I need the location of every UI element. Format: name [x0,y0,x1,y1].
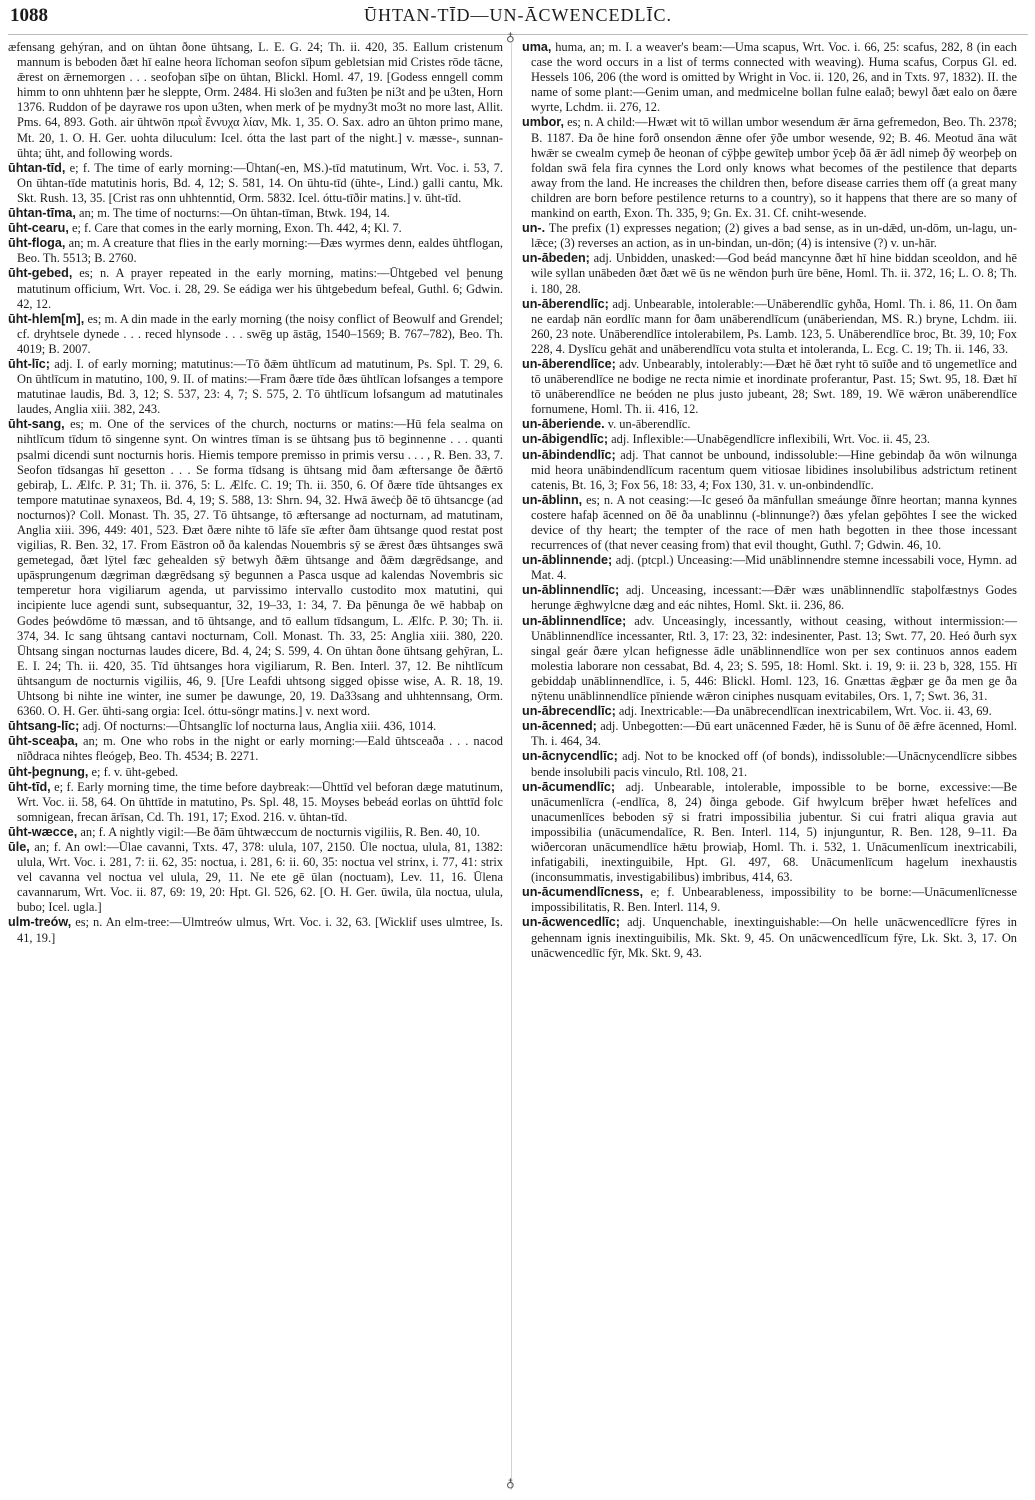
dictionary-entry [8,417,503,719]
dictionary-entry [522,115,1017,221]
entry-definition: adj. Unbearable, intolerable, impossible to be borne, excessive:—Be unācumenlīcra (-endlīca, 8, 24) ðinga gebode. Gif hwylcum brēþer hwæt hefelīces and unacumenlīces beboden sȳ si fratri impossibilia jubentur. Si cui fratri aliqua gravia aut impossibilia (unācumendalīce, R. Ben. Interl. 114, 5) injunguntur, R. Ben. 128, 9–11. Ða wiðercoran unācumendlīce hǣtu þrowiaþ, Homl. Th. i. 532, 1. Unācumenlīcum inextricabili, infatigabili, inextinguibile, Hpt. Gl. 497, 68. Unācumenlīcum hagelum inexhaustis (inconsummatis, investigabilibus) imbribus, 414, 63. [531,779,1017,885]
entry-headword: un-ācwencedlīc; [522,915,620,930]
entry-headword: un-āblinnendlīce; [522,613,627,628]
entry-headword: ūht-tīd, [8,779,51,794]
dictionary-entry [8,312,503,357]
dictionary-entry [522,780,1017,886]
dictionary-entry [522,583,1017,613]
entry-definition: adj. Unbegotten:—Ðū eart unācenned Fæder, hē is Sunu of ðē ǣfre ācenned, Homl. Th. i. 464, 34. [531,719,1017,749]
entry-headword: ūht-cearu, [8,221,69,236]
entry-headword: un-āberiende. [522,417,605,432]
dictionary-entry [8,825,503,840]
entry-definition: adv. Unceasingly, incessantly, without ceasing, without intermission:—Unāblinnendlīce incessanter, Rtl. 3, 17: 23, 32: indesinenter, Past. 13; Swt. 77, 20. Heó ðurh syx singal geár ðære ylcan hefignesse ādle unāblinnendlīce won per sex continuos annos eadem molestia laborare non cessabat, Bd. 4, 23; S. 595, 18: Homl. Skt. i. 19, 9: ii. 23 b, 328, 155. Hī gebiddaþ unāblinnendlīce, i. 5, 446: Blickl. Homl. 123, 16. Gnættas ǣgþær ge ða men ge ða nȳtenu unāblinnendlīce pīniende wǣron ciniphes nusquam evitabiles, Ors. 1, 7; Swt. 36, 31. [531,613,1017,704]
entry-headword: ulm-treów, [8,915,72,930]
entry-definition: an; f. An owl:—Ūlae cavanni, Txts. 47, 378: ulula, 107, 2150. Ūle noctua, ulula, 81, 1382: ulula, Wrt. Voc. i. 281, 7: ii. 62, 35: noctua, i. 281, 6: ii. 60, 35: noctua vel strinx, i. 77, 41: strix vel cavanna vel noctua vel ulula, 29, 11. Ne ete gē ūlan (noctuam), Lev. 11, 16. Ūlena cavannarum, Wrt. Voc. ii. 87, 69: 19, 20: Hpt. Gl. 526, 62. [O. H. Ger. ūwila, ūla noctua, ulula, bubo; Icel. ugla.] [17,839,503,915]
dictionary-entry [522,40,1017,115]
entry-definition: adj. Not to be knocked off (of bonds), indissoluble:—Unācnycendlīcre sibbes bende insolubili pacis vinculo, Rtl. 108, 21. [531,749,1017,779]
entry-headword: un-ābindendlīc; [522,447,616,462]
dictionary-entry [8,840,503,915]
dictionary-entry [522,251,1017,296]
entry-definition: huma, an; m. I. a weaver's beam:—Uma scapus, Wrt. Voc. i. 66, 25: scafus, 282, 8 (in each case the word occurs in a list of terms connected with weaving). Huma scafus, Corpus Gl. ed. Hessels 106, 206 (the word is omitted by Wright in Voc. ii. 120, 26, and in Txts. 97, 1832). II. the name of some plant:—Genim uman, and medmicelne bollan fulne ealað; bewyl ðæt ealo on ðære wyrte, Lchdm. ii. 276, 12. [531,40,1017,115]
entry-definition: an; f. A nightly vigil:—Be ðām ūhtwæccum de nocturnis vigiliis, R. Ben. 40, 10. [80,824,480,839]
dictionary-entry [522,553,1017,583]
entry-definition: e; f. Unbearableness, impossibility to be borne:—Unācumenlīcnesse impossibilitatis, R. Ben. Interl. 114, 9. [531,885,1017,915]
dictionary-entry [522,297,1017,357]
entry-definition: es; m. One of the services of the church, nocturns or matins:—Hū fela sealma on nihtlīcum tīdum tō singenne synt. On wintres tīman is se ūhtsang þus tō beginnenne . . . quanti psalmi dicendi sunt nocturnis horis. Hiemis tempore premisso in primis versu . . . , R. Ben. 33, 7. Seofon tīdsangas hī gesetton . . . Se forma tīdsang is ūhtsang mid ðam æftersange ðe ðǣrtō gebiraþ, L. Ælfc. P. 31; Th. ii. 376, 5: L. Ælfc. C. 19; Th. ii. 350, 6. Of ðære tīde ūhtsanges ex tempore matutinae synaxeos, Bd. 4, 19; S. 588, 13: Shrn. 94, 32. Hwā āweċþ ðē tō ūhtsancge (ad nocturnos)? Coll. Monast. Th. 35, 27. Tō ūhtsange, tō æftersange ad nocturnam, ad matutinam, Anglia xiii. 396, 449: 401, 523. Ðæt ðære nihte tō lāfe sīe æfter ðam ūhtsange quod restat post vigilias, R. Ben. 32, 17. From Eāstron oð ða kalendas Nouembris sȳ se ǣrest ðæs ūhtsanges swā gemetegad, ðæt lȳtel fæc gehealden sȳ betwyh ðǣm ūhtsange and ðǣm dægrēdsange, and upāsprungenum dægriman dægrēdsang sȳ begunnen a Pasca usque ad kalendas Novembris sic temperetur hora vigiliarum agenda, ut parvissimo intervallo custodito mox matutini, qui incipiente luce agendi sunt, subsequantur, 32, 19–33, 1: 34, 7. Ða þēnunga ðe wē habbaþ on Godes þeówdōme tō mæssan, and tō ūhtsange, and tō eallum tīdsangum, L. Ælfc. P. 30; Th. ii. 374, 34. Ic sang ūhtsang cantavi nocturnam, Coll. Monast. Th. 33, 25: Anglia xiii. 380, 220. Ūhtsang singan nocturnas laudes dicere, Bd. 4, 24; S. 599, 4. On ūhtan ðone ūhtsang gehȳran, L. E. I. 24; Th. ii. 420, 35. Tīd ūhtsanges hora vigiliarum, R. Ben. Interl. 37, 12. Be nihtlīcum ūhtsangum de nocturnis vigiliis, 46, 9. [Ure Leafdi uhtsong sigged oþisse wise, A. R. 18, 19. Uhtsong bi nihte ine winter, ine sumer þe dawunge, 20, 19. Da33sang and uhhtennsang, Orm. 6360. O. H. Ger. ūhti-sang orgia: Icel. óttu-söngr matins.] v. next word. [17,417,503,719]
entry-definition: adj. Inflexible:—Unabēgendlīcre inflexibili, Wrt. Voc. ii. 45, 23. [611,432,931,447]
dictionary-entry [8,161,503,206]
entry-headword: ūht-floga, [8,236,66,251]
dictionary-entry [8,719,503,734]
dictionary-entry [8,40,503,161]
dictionary-entry [522,704,1017,719]
dictionary-entry [522,915,1017,960]
entry-definition: adj. Unquenchable, inextinguishable:—On helle unācwencedlīcre fȳres in gehennam ignis inextinguibilis, Mk. Skt. 9, 45. On unācwencedlīcum fȳre, Lk. Skt. 3, 17. On unācwencedlīc fȳr, Mk. Skt. 9, 43. [531,915,1017,960]
entry-definition: e; f. The time of early morning:—Ūhtan(-en, MS.)-tīd matutinum, Wrt. Voc. i. 53, 7. On ūhtan-tīde matutinis horis, Bd. 4, 12; S. 581, 14. On ūhtu-tīd (ūhte-, Lind.) galli cantu, Mk. Skt. Rush. 13, 35. [Crist ras onn uhhtenntid, Orm. 5832. Icel. óttu-tīðir matins.] v. ūht-tīd. [17,160,503,205]
ornament-top-symbol: ♁ [506,30,515,44]
left-column [8,40,503,1490]
entry-headword: ūht-sceaþa, [8,734,78,749]
dictionary-entry [8,765,503,780]
entry-headword: un-āberendlīc; [522,296,609,311]
entry-headword: un-āblinnendlīc; [522,583,620,598]
column-divider [511,42,512,1490]
entry-definition: an; m. A creature that flies in the early morning:—Ðæs wyrmes denn, ealdes ūhtflogan, Beo. Th. 5513; B. 2760. [17,236,503,266]
entry-definition: adj. Unbearable, intolerable:—Unāberendlīc gyhða, Homl. Th. i. 86, 11. On ðam ne eardaþ nān eordlīc mann for ðam unāberendlīcum (unāberiendan, MS. R.) bryne, Lchdm. iii. 260, 23 note. Unāberendlīce intolerabilem, Ps. Lamb. 123, 5. Unāberendlīce broc, Bt. 39, 10; Fox 228, 4. Dyslīcu gehāt and unāberendlīcu vota stulta et intoleranda, L. Ecg. C. 19; Th. ii. 146, 33. [531,296,1017,356]
entry-headword: un-āblinnende; [522,553,613,568]
entry-headword: ūhtan-tīd, [8,160,66,175]
right-column [522,40,1017,1490]
entry-definition: adj. Inextricable:—Ða unābrecendlīcan inextricabilem, Wrt. Voc. ii. 43, 69. [618,704,992,719]
entry-definition: The prefix (1) expresses negation; (2) gives a bad sense, as in un-dǣd, un-dōm, un-lagu, un-lǣce; (3) reverses an action, as in un-bindan, un-dōn; (4) is intensive (?) v. un-hār. [531,221,1017,251]
dictionary-entry [8,780,503,825]
dictionary-entry [522,432,1017,447]
dictionary-entry [522,448,1017,493]
entry-headword: un-ācumendlīcness, [522,885,644,900]
entry-headword: ūht-gebed, [8,266,73,281]
entry-headword: un-āblinn, [522,492,583,507]
page-number: 1088 [10,5,48,26]
dictionary-entry [522,493,1017,553]
entry-headword: ūle, [8,839,30,854]
entry-definition: an; m. One who robs in the night or early morning:—Eald ūhtsceaða . . . nacod nīðdraca nihtes fleógeþ, Beo. Th. 4534; B. 2271. [17,734,503,764]
entry-headword: un-ābrecendlīc; [522,704,616,719]
entry-headword: un-ācenned; [522,719,597,734]
entry-definition: es; n. A not ceasing:—Ic geseó ða mānfullan smeáunge ðīnre heortan; manna kynnes costere hafaþ ācenned on ðē ða unablinnu (-blinnunge?) ðæs yfelan geþōhtes I see the wicked device of thy heart; the tempter of the race of men hath begotten in thee those incessant recurrences of (that never ceasing from) that evil thought, Guthl. 7; Gdwin. 46, 10. [531,492,1017,553]
entry-definition: es; n. An elm-tree:—Ulmtreów ulmus, Wrt. Voc. i. 32, 63. [Wicklif uses ulmtree, Is. 41, 19.] [17,915,503,945]
entry-definition: es; m. A din made in the early morning (the noisy conflict of Beowulf and Grendel; cf. dryhtsele dynede . . . reced hlynsode . . . swēg up āstāg, 1540–1569; B. 767–782), Beo. Th. 4019; B. 2007. [17,311,503,356]
dictionary-entry [8,357,503,417]
entry-definition: an; m. The time of nocturns:—On ūhtan-tīman, Btwk. 194, 14. [78,206,390,221]
entry-headword: ūht-līc; [8,356,50,371]
entry-headword: ūht-wæcce, [8,824,78,839]
entry-headword: un-āberendlīce; [522,356,616,371]
entry-headword: un-ābeden; [522,251,590,266]
entry-headword: un-ācnycendlīc; [522,749,618,764]
entry-headword: un-. [522,221,546,236]
ornament-bottom-symbol: ♁ [506,1476,515,1490]
entry-definition: adj. That cannot be unbound, indissoluble:—Hine gebindaþ ða wōn wilnunga mid heora unābindendlīcum racentum quem vitiosae libidines insolubilibus adstrictum retinent catenis, Bt. 16, 3; Fox 56, 18: 33, 4; Fox 130, 31. v. un-onbindendlīc. [531,447,1017,492]
entry-headword: ūht-sang, [8,417,65,432]
entry-definition: e; f. Care that comes in the early morning, Exon. Th. 442, 4; Kl. 7. [72,221,402,236]
entry-headword: un-ābigendlīc; [522,432,609,447]
entry-definition: adj. Of nocturns:—Ūhtsanglīc lof nocturna laus, Anglia xiii. 436, 1014. [82,719,437,734]
entry-definition: æfensang gehýran, and on ūhtan ðone ūhtsang, L. E. G. 24; Th. ii. 420, 35. Eallum cristenum mannum is beboden ðæt hī ealne heora līchoman seofon sīþum gebletsian mid Cristes rōde tācne, ǣrest on ǣrnemorgen . . . seofoþan sīþe on ūhtan, Blickl. Homl. 47, 19. [Godess enngell comm himm to onn uhhtenn þær he sleppte, Orm. 2484. Hi slo3en and fu3ten þe ni3t and þe u3ten, Horn 1376. Ruddon of þe dayrawe ros upon u3ten, when merk of þe mydny3t mo3t no more last, Allit. Pms. 64, 893. Goth. air ūhtwōn πρωῒ ἔννυχα λίαν, Mk. 1, 35. O. Sax. adro an ūhton primo mane, Mt. 20, 1. O. H. Ger. uohta diluculum: Icel. ótta the last part of the night.] v. mæsse-, sunnan-ūhta; ūht, and following words. [8,40,503,160]
entry-definition: e; f. v. ūht-gebed. [91,764,179,779]
entry-definition: adj. (ptcpl.) Unceasing:—Mid unāblinnendre stemne incessabili voce, Hymn. ad Mat. 4. [531,553,1017,583]
entry-headword: ūhtsang-līc; [8,719,80,734]
dictionary-entry [8,915,503,945]
entry-definition: e; f. Early morning time, the time before daybreak:—Ūhttīd vel beforan dæge matutinum, Wrt. Voc. ii. 58, 64. On ūhttīde in matutino, Ps. Spl. 48, 15. Moyses bebeád eorlas on ūhttīd folc somnigean, frecan ārīsan, Cd. Th. 191, 17; Exod. 216. v. ūhtan-tīd. [17,779,503,824]
entry-definition: adj. I. of early morning; matutinus:—Tō ðǣm ūhtlīcum ad matutinum, Ps. Spl. T. 29, 6. On ūhtlīcum in matutino, 100, 9. II. of matins:—Fram ðære tīde ðæs ūhtlīcan lofsanges a tempore matutinae laudis, Bd. 3, 12; S. 537, 23: 4, 7; S. 575, 2. Tō ūhtlīcum lofsangum ad matutinales laudes, Anglia xiii. 382, 243. [17,356,503,417]
running-head: ŪHTAN-TĪD—UN-ĀCWENCEDLĪC. [363,5,672,25]
dictionary-entry [522,719,1017,749]
entry-headword: un-ācumendlīc; [522,779,616,794]
entry-definition: v. un-āberendlīc. [607,417,691,432]
entry-headword: ūht-þegnung, [8,764,89,779]
dictionary-entry [522,417,1017,432]
dictionary-entry [522,885,1017,915]
dictionary-entry [8,266,503,311]
dictionary-entry [522,357,1017,417]
entry-definition: es; n. A prayer repeated in the early morning, matins:—Ūhtgebed vel þenung matutinum officium, Wrt. Voc. i. 28, 29. Se eádiga wer his ūhtgebedum befeal, Guthl. 6; Gdwin. 42, 12. [17,266,503,311]
dictionary-entry [8,734,503,764]
entry-definition: adj. Unceasing, incessant:—Ðǣr wæs unāblinnendlīc staþolfæstnys Godes herunge ǣghwylcne dæg and eác nihtes, Homl. Skt. ii. 236, 86. [531,583,1017,613]
entry-definition: adv. Unbearably, intolerably:—Ðæt hē ðæt ryht tō suīðe and tō ungemetlīce and tō unāberendlīce ne bodige ne recta nimie et inordinate proferantur, Past. 15; Swt. 95, 18. Ðæt hī tō unāberendlīce ne beóden ne plus justo jubeant, 28; Swt. 189, 19. Wē wǣron unāberendlīce fornumene, Homl. Th. ii. 416, 12. [531,356,1017,417]
dictionary-entry [8,221,503,236]
entry-definition: adj. Unbidden, unasked:—God beád mancynne ðæt hī hine biddan sceoldon, and hē wile syllan unābeden ðæt ðæt wē ūs ne wēndon þurh ūre bēne, Homl. Th. ii. 372, 16; L. O. 8; Th. i. 180, 28. [531,251,1017,296]
page-header [8,0,1028,35]
entry-headword: umbor, [522,115,564,130]
dictionary-entry [522,749,1017,779]
dictionary-entry [522,614,1017,705]
dictionary-entry [522,221,1017,251]
entry-headword: uma, [522,40,552,54]
dictionary-entry [8,206,503,221]
dictionary-entry [8,236,503,266]
entry-headword: ūhtan-tīma, [8,206,76,221]
entry-definition: es; n. A child:—Hwæt wit tō willan umbor wesendum ǣr ārna gefremedon, Beo. Th. 2378; B. 1187. Ða ðe hine forð onsendon ǣnne ofer ȳðe umbor wesende, 92; B. 46. Meotud āna wāt hwǣr se cwealm cymeþ ðe heonan of cȳþþe gewīteþ umbor ȳceþ ðā ǣr ādl nimeþ ðȳ weorþeþ on foldan swā fela fira cynnes the Lord only knows what becomes of the pestilence that departs away from the land. He increases the children then, before disease carries them off (a great many children are born before pestilence returns to a country), so it happens that there are so many of mankind on earth, Exon. Th. 335, 9; Gn. Ex. 31. Cf. cniht-wesende. [531,115,1017,221]
entry-headword: ūht-hlem[m], [8,311,85,326]
